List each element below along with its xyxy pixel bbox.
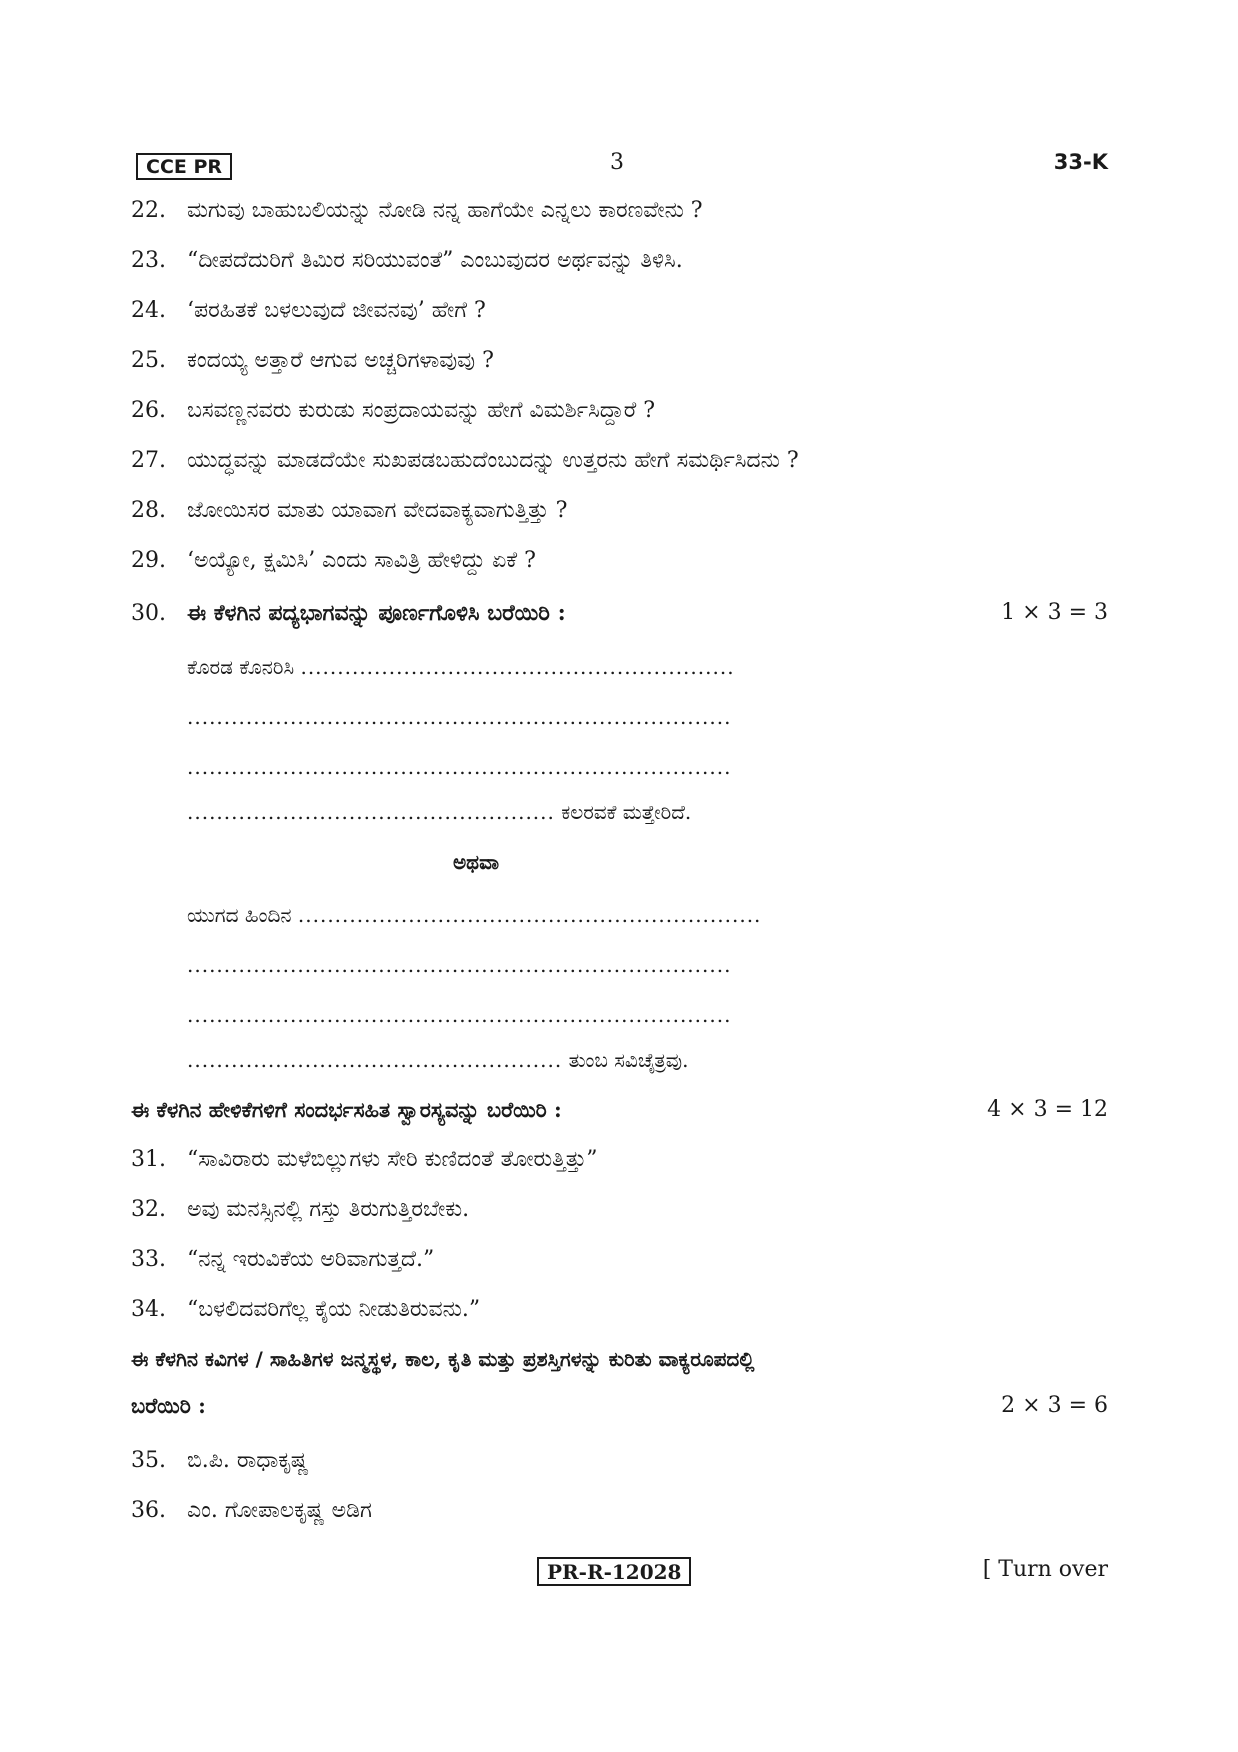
question-text: ಜೋಯಿಸರ ಮಾತು ಯಾವಾಗ ವೇದವಾಕ್ಯವಾಗುತ್ತಿತ್ತು ? xyxy=(187,498,568,523)
marks-section-context: 4 × 3 = 12 xyxy=(987,1097,1108,1122)
question-number: 28. xyxy=(131,498,166,523)
question-text: “ಬಳಲಿದವರಿಗೆಲ್ಲ ಕೈಯ ನೀಡುತಿರುವನು.” xyxy=(187,1297,481,1322)
question-text: ಅವು ಮನಸ್ಸಿನಲ್ಲಿ ಗಸ್ತು ತಿರುಗುತ್ತಿರಬೇಕು. xyxy=(187,1197,470,1222)
question-text: “ನನ್ನ ಇರುವಿಕೆಯ ಅರಿವಾಗುತ್ತದೆ.” xyxy=(187,1247,435,1272)
question-text: ಯುದ್ಧವನ್ನು ಮಾಡದೆಯೇ ಸುಖಪಡಬಹುದೆಂಬುದನ್ನು ಉತ್ತರನು ಹೇಗೆ ಸಮರ್ಥಿಸಿದನು ? xyxy=(187,448,799,473)
question-34 xyxy=(131,1297,480,1322)
turn-over-label: [ Turn over xyxy=(982,1557,1108,1582)
poem1-line4 xyxy=(187,800,691,824)
section-poets-instruction-line2: ಬರೆಯಿರಿ : xyxy=(131,1393,206,1418)
question-28 xyxy=(131,498,567,523)
poem2-start: ಯುಗದ ಹಿಂದಿನ xyxy=(187,903,292,927)
question-text: ಎಂ. ಗೋಪಾಲಕೃಷ್ಣ ಅಡಿಗ xyxy=(187,1498,372,1523)
question-26 xyxy=(131,398,655,423)
fill-blank: .......................................................................... xyxy=(187,953,732,977)
fill-blank: ................................................... xyxy=(187,1048,563,1072)
question-number: 29. xyxy=(131,548,166,573)
question-31 xyxy=(131,1147,597,1172)
question-text: ಬಿ.ಪಿ. ರಾಧಾಕೃಷ್ಣ xyxy=(187,1448,309,1473)
poem2-line1 xyxy=(187,903,761,927)
question-number: 34. xyxy=(131,1297,166,1322)
fill-blank: .......................................................................... xyxy=(187,1003,732,1027)
question-text: ಈ ಕೆಳಗಿನ ಪದ್ಯಭಾಗವನ್ನು ಪೂರ್ಣಗೊಳಿಸಿ ಬರೆಯಿರಿ : xyxy=(187,600,566,626)
question-23 xyxy=(131,248,683,273)
question-33 xyxy=(131,1247,434,1272)
poem2-line4 xyxy=(187,1048,688,1072)
or-label: ಅಥವಾ xyxy=(453,850,499,874)
poem1-line2 xyxy=(187,705,731,729)
question-number: 25. xyxy=(131,348,166,373)
section-context-instruction: ಈ ಕೆಳಗಿನ ಹೇಳಿಕೆಗಳಿಗೆ ಸಂದರ್ಭಸಹಿತ ಸ್ವಾರಸ್ಯವನ್ನು ಬರೆಯಿರಿ : xyxy=(131,1097,562,1122)
question-text: ‘ಪರಹಿತಕೆ ಬಳಲುವುದೆ ಜೀವನವು’ ಹೇಗೆ ? xyxy=(187,298,486,323)
question-29 xyxy=(131,548,536,573)
question-text: ‘ಅಯ್ಯೋ, ಕ್ಷಮಿಸಿ’ ಎಂದು ಸಾವಿತ್ರಿ ಹೇಳಿದ್ದು ಏಕೆ ? xyxy=(187,548,536,573)
question-text: ಮಗುವು ಬಾಹುಬಲಿಯನ್ನು ನೋಡಿ ನನ್ನ ಹಾಗೆಯೇ ಎನ್ನಲು ಕಾರಣವೇನು ? xyxy=(187,198,703,223)
question-27 xyxy=(131,448,799,473)
fill-blank: .......................................................................... xyxy=(187,755,732,779)
question-number: 32. xyxy=(131,1197,166,1222)
question-number: 26. xyxy=(131,398,166,423)
page-number: 3 xyxy=(610,150,624,175)
question-number: 35. xyxy=(131,1448,166,1473)
question-number: 36. xyxy=(131,1498,166,1523)
poem1-line1 xyxy=(187,655,735,679)
question-number: 23. xyxy=(131,248,166,273)
question-25 xyxy=(131,348,494,373)
fill-blank: .......................................................................... xyxy=(187,705,732,729)
section-poets-instruction-line1: ಈ ಕೆಳಗಿನ ಕವಿಗಳ / ಸಾಹಿತಿಗಳ ಜನ್ಮಸ್ಥಳ, ಕಾಲ, ಕೃತಿ ಮತ್ತು ಪ್ರಶಸ್ತಿಗಳನ್ನು ಕುರಿತು ವಾಕ್ಯರೂಪದಲ್ಲಿ xyxy=(131,1347,755,1371)
question-number: 31. xyxy=(131,1147,166,1172)
fill-blank: ............................................................... xyxy=(297,903,762,927)
poem2-line2 xyxy=(187,953,731,977)
question-30 xyxy=(131,600,566,626)
question-number: 27. xyxy=(131,448,166,473)
question-number: 30. xyxy=(131,601,166,626)
question-24 xyxy=(131,298,486,323)
marks-section-poets: 2 × 3 = 6 xyxy=(1001,1393,1108,1418)
poem1-end: ಕಲರವಕೆ ಮತ್ತೇರಿದೆ. xyxy=(561,800,692,824)
question-number: 22. xyxy=(131,198,166,223)
question-text: “ಸಾವಿರಾರು ಮಳೆಬಿಲ್ಲುಗಳು ಸೇರಿ ಕುಣಿದಂತೆ ತೋರುತ್ತಿತ್ತು” xyxy=(187,1147,598,1172)
question-text: “ದೀಪದೆದುರಿಗೆ ತಿಮಿರ ಸರಿಯುವಂತೆ” ಎಂಬುವುದರ ಅರ್ಥವನ್ನು ತಿಳಿಸಿ. xyxy=(187,248,683,273)
poem2-line3 xyxy=(187,1003,731,1027)
question-32 xyxy=(131,1197,469,1222)
question-22 xyxy=(131,198,703,223)
question-35 xyxy=(131,1448,309,1473)
question-36 xyxy=(131,1498,372,1523)
question-number: 33. xyxy=(131,1247,166,1272)
fill-blank: ........................................................... xyxy=(300,655,735,679)
marks-q30: 1 × 3 = 3 xyxy=(1001,600,1108,625)
question-number: 24. xyxy=(131,298,166,323)
poem1-line3 xyxy=(187,755,731,779)
question-text: ಕಂದಯ್ಯ ಅತ್ತಾರೆ ಆಗುವ ಅಚ್ಚರಿಗಳಾವುವು ? xyxy=(187,348,494,373)
poem1-start: ಕೊರಡ ಕೊನರಿಸಿ xyxy=(187,655,295,679)
question-text: ಬಸವಣ್ಣನವರು ಕುರುಡು ಸಂಪ್ರದಾಯವನ್ನು ಹೇಗೆ ವಿಮರ್ಶಿಸಿದ್ದಾರೆ ? xyxy=(187,398,656,423)
header-code-box: CCE PR xyxy=(136,153,232,180)
poem2-end: ತುಂಬ ಸವಿಚೈತ್ರವು. xyxy=(568,1048,689,1072)
paper-code: 33-K xyxy=(1053,150,1108,174)
footer-code-box: PR-R-12028 xyxy=(537,1557,691,1586)
fill-blank: .................................................. xyxy=(187,800,555,824)
